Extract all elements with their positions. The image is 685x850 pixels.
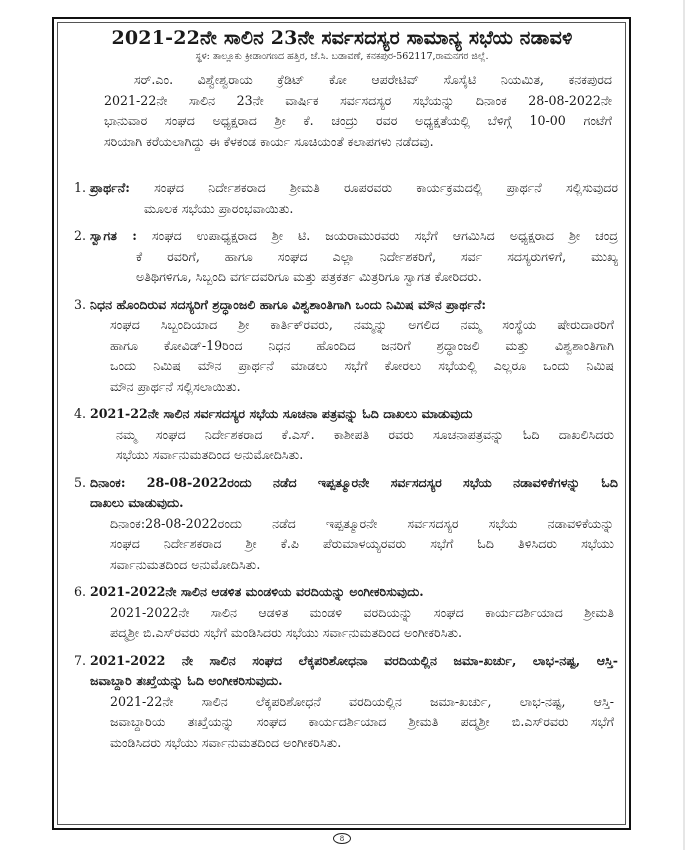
item-text-line: ಪದ್ಮಶ್ರೀ ಬಿ.ಎಸ್‌ರವರು ಸಭೆಗೆ ಮಂಡಿಸಿದರು ಸಭೆಯು ಸರ್ವಾನುಮತದಿಂದ ಅಂಗೀಕರಿಸಿತು. bbox=[110, 625, 463, 640]
item-text-line: 2021-2022ನೇ ಸಾಲಿನ ಆಡಳಿತ ಮಂಡಳಿ ವರದಿಯನ್ನು ಸಂಘದ ಕಾರ್ಯದರ್ಶಿಯಾದ ಶ್ರೀಮತಿ bbox=[110, 604, 614, 620]
page-number: 8 bbox=[333, 833, 351, 844]
item-text-line: ಒಂದು ನಿಮಿಷ ಮೌನ ಪ್ರಾರ್ಥನೆ ಮಾಡಲು ಸಭೆಗೆ ಕೋರಲು ಸಭೆಯಲ್ಲಿ ಎಲ್ಲರೂ ಒಂದು ನಿಮಿಷ bbox=[110, 358, 614, 373]
item-number: 7. bbox=[74, 652, 87, 668]
item-number: 1. bbox=[74, 180, 87, 195]
agenda-item bbox=[66, 651, 618, 754]
item-text-line: ದಿನಾಂಕ:28-08-2022ರಂದು ನಡೆದ ಇಪ್ಪತ್ಮೂರನೇ ಸರ್ವಸದಸ್ಯರ ಸಭೆಯ ನಡಾವಳಿಕೆಯನ್ನು bbox=[110, 515, 614, 531]
item-text-line: ಮಂಡಿಸಿದರು ಸಭೆಯು ಸರ್ವಾನುಮತದಿಂದ ಅಂಗೀಕರಿಸಿತು. bbox=[110, 734, 342, 750]
item-text-line: ಹಾಗೂ ಕೋವಿಡ್-19ರಿಂದ ನಿಧನ ಹೊಂದಿದ ಜನರಿಗೆ ಶ್ರದ್ಧಾಂಜಲಿ ಮತ್ತು ವಿಶ್ವಶಾಂತಿಗಾಗಿ bbox=[110, 337, 614, 353]
item-text-line: ಅತಿಥಿಗಳಿಗೂ, ಸಿಬ್ಬಂದಿ ವರ್ಗದವರಿಗೂ ಮತ್ತು ಪತ್ರಕರ್ತ ಮಿತ್ರರಿಗೂ ಸ್ವಾಗತ ಕೋರಿದರು. bbox=[136, 269, 482, 284]
agenda-item bbox=[66, 473, 618, 576]
item-text-line: ಸಂಘದ ಉಪಾಧ್ಯಕ್ಷರಾದ ಶ್ರೀ ಟಿ. ಜಯರಾಮುರವರು ಸಭೆಗೆ ಆಗಮಿಸಿದ ಅಧ್ಯಕ್ಷರಾದ ಶ್ರೀ ಚಂದ್ರ bbox=[151, 228, 618, 243]
agenda-item bbox=[66, 178, 618, 219]
item-text-line: ಸಭೆಯು ಸರ್ವಾನುಮತದಿಂದ ಅನುಮೋದಿಸಿತು. bbox=[116, 447, 304, 462]
item-text-line: ಸಂಘದ ನಿರ್ದೇಶಕರಾದ ಶ್ರೀಮತಿ ರೂಪರವರು ಕಾರ್ಯಕ್ರಮದಲ್ಲಿ ಪ್ರಾರ್ಥನೆ ಸಲ್ಲಿಸುವುದರ bbox=[154, 180, 618, 195]
intro-line: ಸರ್.ಎಂ. ವಿಶ್ವೇಶ್ವರಾಯ ಕ್ರೆಡಿಟ್ ಕೋ ಆಪರೇಟಿವ್ ಸೊಸೈಟಿ ನಿಯಮಿತ, ಕನಕಪುರದ bbox=[134, 72, 612, 87]
item-heading: ನಿಧನ ಹೊಂದಿರುವ ಸದಸ್ಯರಿಗೆ ಶ್ರದ್ಧಾಂಜಲಿ ಹಾಗೂ ವಿಶ್ವಶಾಂತಿಗಾಗಿ ಒಂದು ನಿಮಿಷ ಮೌನ ಪ್ರಾರ್ಥನೆ: bbox=[90, 296, 487, 312]
intro-line: ಸರಿಯಾಗಿ ಕರೆಯಲಾಗಿದ್ದು ಈ ಕೆಳಕಂಡ ಕಾರ್ಯ ಸೂಚಿಯಂತೆ ಕಲಾಪಗಳು ನಡೆದವು. bbox=[104, 133, 434, 149]
item-heading-line: 2021-2022 ನೇ ಸಾಲಿನ ಸಂಘದ ಲೆಕ್ಕಪರಿಶೋಧನಾ ವರದಿಯಲ್ಲಿನ ಜಮಾ-ಖರ್ಚು, ಲಾಭ-ನಷ್ಟ, ಆಸ್ತಿ- bbox=[90, 652, 618, 668]
item-text-line: ಸರ್ವಾನುಮತದಿಂದ ಅನುಮೋದಿಸಿತು. bbox=[110, 556, 261, 572]
item-text-line: ಸಂಘದ ಸಿಬ್ಬಂದಿಯಾದ ಶ್ರೀ ಕಾರ್ತಿಕ್‌ರವರು, ನಮ್ಮನ್ನು ಅಗಲಿದ ನಮ್ಮ ಸಂಸ್ಥೆಯ ಷೇರುದಾರರಿಗೆ bbox=[110, 317, 614, 332]
item-number: 4. bbox=[74, 406, 87, 421]
agenda-item bbox=[66, 582, 618, 644]
item-text-line: ನಮ್ಮ ಸಂಘದ ನಿರ್ದೇಶಕರಾದ ಕೆ.ಎಸ್. ಕಾಶೀಪತಿ ರವರು ಸೂಚನಾಪತ್ರವನ್ನು ಓದಿ ದಾಖಲಿಸಿದರು bbox=[116, 426, 614, 442]
item-number: 6. bbox=[74, 584, 87, 599]
item-text-line: ಮೂಲಕ ಸಭೆಯು ಪ್ರಾರಂಭವಾಯಿತು. bbox=[144, 200, 294, 216]
item-text-line: ಕೆ ರವರಿಗೆ, ಹಾಗೂ ಸಂಘದ ಎಲ್ಲಾ ನಿರ್ದೇಶಕರಿಗೆ, ಸರ್ವ ಸದಸ್ಯರುಗಳಿಗೆ, ಮುಖ್ಯ bbox=[136, 248, 618, 264]
agenda-item bbox=[66, 404, 618, 466]
intro-line: ಭಾನುವಾರ ಸಂಘದ ಅಧ್ಯಕ್ಷರಾದ ಶ್ರೀ ಕೆ. ಚಂದ್ರು ರವರ ಅಧ್ಯಕ್ಷತೆಯಲ್ಲಿ ಬೆಳಿಗ್ಗೆ 10-00 ಗಂಟೆಗೆ bbox=[104, 113, 612, 128]
agenda-item bbox=[66, 295, 618, 398]
item-heading-line: ಜವಾಬ್ದಾರಿ ತಃಖ್ತೆಯನ್ನು ಓದಿ ಅಂಗೀಕರಿಸುವುದು. bbox=[90, 673, 283, 688]
item-heading-line: ದಾಖಲು ಮಾಡುವುದು. bbox=[90, 495, 184, 510]
item-number: 5. bbox=[74, 474, 87, 490]
item-heading: ಪ್ರಾರ್ಥನೆ: bbox=[90, 180, 130, 195]
item-heading: ಸ್ವಾಗತ : bbox=[90, 228, 137, 243]
document-body bbox=[66, 26, 618, 760]
item-heading: 2021-22ನೇ ಸಾಲಿನ ಸರ್ವಸದಸ್ಯರ ಸಭೆಯ ಸೂಚನಾ ಪತ್ರವನ್ನು ಓದಿ ದಾಖಲು ಮಾಡುವುದು bbox=[90, 406, 473, 421]
item-number: 3. bbox=[74, 296, 87, 312]
item-text-line: ಸಂಘದ ನಿರ್ದೇಶಕರಾದ ಶ್ರೀ ಕೆ.ಪಿ ಪೆರುಮಾಳಯ್ಯರವರು ಸಭೆಗೆ ಓದಿ ತಿಳಿಸಿದರು ಸಭೆಯು bbox=[110, 536, 614, 551]
item-text-line: ಜವಾಬ್ದಾರಿಯ ತಃಖ್ತೆಯನ್ನು ಸಂಘದ ಕಾರ್ಯದರ್ಶಿಯಾದ ಶ್ರೀಮತಿ ಪದ್ಮಶ್ರೀ ಬಿ.ಎಸ್‌ರವರು ಸಭೆಗೆ bbox=[110, 714, 614, 729]
document-title: 2021-22ನೇ ಸಾಲಿನ 23ನೇ ಸರ್ವಸದಸ್ಯರ ಸಾಮಾನ್ಯ ಸಭೆಯ ನಡಾವಳಿ bbox=[111, 27, 573, 49]
item-heading: 2021-2022ನೇ ಸಾಲಿನ ಆಡಳಿತ ಮಂಡಳಿಯ ವರದಿಯನ್ನು ಅಂಗೀಕರಿಸುವುದು. bbox=[90, 584, 424, 599]
item-number: 2. bbox=[74, 228, 87, 243]
agenda-list bbox=[66, 178, 618, 753]
intro-paragraph bbox=[66, 70, 618, 152]
item-heading-line: ದಿನಾಂಕ: 28-08-2022ರಂದು ನಡೆದ ಇಪ್ಪತ್ಮೂರನೇ ಸರ್ವಸದಸ್ಯರ ಸಭೆಯ ನಡಾವಳಿಕೆಗಳನ್ನು ಓದಿ bbox=[90, 474, 618, 490]
item-text-line: 2021-22ನೇ ಸಾಲಿನ ಲೆಕ್ಕಪರಿಶೋಧನೆ ವರದಿಯಲ್ಲಿನ ಜಮಾ-ಖರ್ಚು, ಲಾಭ-ನಷ್ಟ, ಆಸ್ತಿ- bbox=[110, 693, 614, 709]
agenda-item bbox=[66, 226, 618, 288]
item-text-line: ಮೌನ ಪ್ರಾರ್ಥನೆ ಸಲ್ಲಿಸಲಾಯಿತು. bbox=[110, 378, 241, 394]
intro-line: 2021-22ನೇ ಸಾಲಿನ 23ನೇ ವಾರ್ಷಿಕ ಸರ್ವಸದಸ್ಯರ ಸಭೆಯನ್ನು ದಿನಾಂಕ 28-08-2022ನೇ bbox=[104, 92, 612, 108]
venue-line: ಸ್ಥಳ: ತಾಲ್ಲೂಕು ಕ್ರೀಡಾಂಗಣದ ಹತ್ತಿರ, ಜೆ.ಸಿ. ಬಡಾವಣೆ, ಕನಕಪುರ-562117,ರಾಮನಗರ ಜಿಲ್ಲೆ. bbox=[195, 51, 489, 62]
